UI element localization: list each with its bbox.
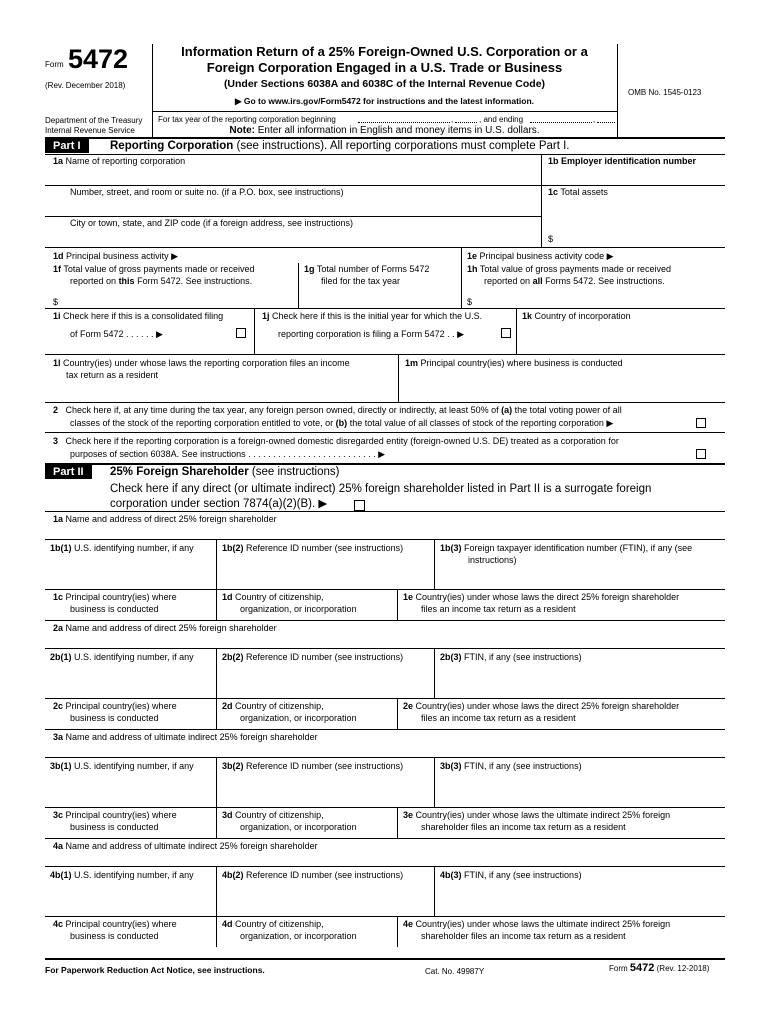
shareholder-2-ftin-label: 2b(3) FTIN, if any (see instructions)	[440, 652, 582, 662]
line-1c-label: 1c Total assets	[548, 187, 608, 197]
paperwork-notice: For Paperwork Reduction Act Notice, see instructions.	[45, 965, 265, 975]
shareholder-4-tax-residence-label-line2: shareholder files an income tax return as a resident	[421, 931, 626, 941]
line-1h-label-line2: reported on all Forms 5472. See instructions.	[484, 276, 665, 286]
line-1m-label: 1m Principal country(ies) where business is conducted	[405, 358, 623, 368]
omb-number: OMB No. 1545-0123	[628, 88, 702, 97]
part-i-title	[110, 140, 570, 153]
shareholder-1-reference-id-label: 1b(2) Reference ID number (see instructions)	[222, 543, 404, 553]
revision-date: (Rev. December 2018)	[45, 81, 126, 90]
shareholder-2-principal-country-label-line2: business is conducted	[70, 713, 159, 723]
part-ii-label: Part II	[45, 465, 92, 479]
principal-business-activity-code-field[interactable]	[642, 249, 725, 261]
department-line2: Internal Revenue Service	[45, 126, 135, 135]
shareholder-3-tax-residence-field[interactable]	[398, 834, 725, 836]
form-subtitle: (Under Sections 6038A and 6038C of the Internal Revenue Code)	[223, 78, 546, 90]
shareholder-4-tax-residence-label: 4e Country(ies) under whose laws the ultimate indirect 25% foreign	[403, 919, 671, 929]
shareholder-1-tax-residence-field[interactable]	[398, 616, 725, 618]
shareholder-2-citizenship-field[interactable]	[217, 725, 396, 727]
shareholder-4-citizenship-label-line2: organization, or incorporation	[240, 931, 357, 941]
tax-year-begin-field[interactable]	[358, 122, 450, 123]
line-1d-label: 1d Principal business activity ▶	[53, 251, 178, 261]
part-i-label: Part I	[45, 139, 89, 153]
shareholder-4-ftin-field[interactable]	[435, 894, 725, 915]
catalog-number: Cat. No. 49987Y	[425, 967, 485, 976]
shareholder-2-us-id-field[interactable]	[46, 665, 215, 697]
shareholder-4-citizenship-label: 4d Country of citizenship,	[222, 919, 324, 929]
shareholder-3-name-address-label: 3a Name and address of ultimate indirect 25% foreign shareholder	[53, 732, 318, 742]
part-ii-title-bold: 25% Foreign Shareholder	[110, 466, 249, 478]
line-1l-label: 1l Country(ies) under whose laws the reporting corporation files an income	[53, 358, 350, 368]
consolidated-filing-checkbox[interactable]	[236, 328, 246, 338]
shareholder-1-principal-country-label-line2: business is conducted	[70, 604, 159, 614]
tax-year-comma: ,	[593, 115, 596, 124]
total-assets-field[interactable]	[556, 218, 725, 247]
line-1a-label: 1a Name of reporting corporation	[53, 156, 186, 166]
part-i-title-rest: (see instructions). All reporting corporations must complete Part I.	[236, 140, 570, 152]
country-of-incorporation-field[interactable]	[518, 324, 725, 353]
shareholder-2-tax-residence-label: 2e Country(ies) under whose laws the direct 25% foreign shareholder	[403, 701, 680, 711]
form-word: Form	[45, 60, 64, 69]
shareholder-3-us-id-label: 3b(1) U.S. identifying number, if any	[50, 761, 194, 771]
shareholder-2-citizenship-label-line2: organization, or incorporation	[240, 713, 357, 723]
note-text: Enter all information in English and money items in U.S. dollars.	[257, 125, 540, 136]
shareholder-3-reference-id-label: 3b(2) Reference ID number (see instructions)	[222, 761, 404, 771]
line-1k-label: 1k Country of incorporation	[522, 311, 631, 321]
total-assets-dollar: $	[548, 234, 554, 244]
shareholder-2-tax-residence-label-line2: files an income tax return as a resident	[421, 713, 576, 723]
shareholder-3-principal-country-field[interactable]	[46, 834, 215, 836]
shareholder-4-reference-id-field[interactable]	[217, 883, 433, 915]
line-1j-label: 1j Check here if this is the initial year for which the U.S.	[262, 311, 483, 321]
tax-year-begin-year-field[interactable]	[455, 122, 477, 123]
initial-year-checkbox[interactable]	[501, 328, 511, 338]
shareholder-1-ftin-label-line2: instructions)	[468, 555, 517, 565]
shareholder-1-name-address-label: 1a Name and address of direct 25% foreign shareholder	[53, 514, 277, 524]
goto-instructions: ▶ Go to www.irs.gov/Form5472 for instructions and the latest information.	[234, 96, 535, 106]
line-1l-label-line2: tax return as a resident	[66, 370, 159, 380]
line-1f-dollar: $	[53, 297, 59, 307]
shareholder-3-reference-id-field[interactable]	[217, 774, 433, 806]
shareholder-1-tax-residence-label-line2: files an income tax return as a resident	[421, 604, 576, 614]
shareholder-2-tax-residence-field[interactable]	[398, 725, 725, 727]
shareholder-3-principal-country-label: 3c Principal country(ies) where	[53, 810, 177, 820]
shareholder-4-principal-country-label-line2: business is conducted	[70, 931, 159, 941]
shareholder-4-name-address-label: 4a Name and address of ultimate indirect 25% foreign shareholder	[53, 841, 318, 851]
reporting-corporation-name-field[interactable]	[46, 168, 540, 185]
shareholder-4-tax-residence-field[interactable]	[398, 943, 725, 945]
line-1f-amount-field[interactable]	[62, 290, 296, 307]
department-line1: Department of the Treasury	[45, 116, 143, 125]
shareholder-1-ftin-label: 1b(3) Foreign taxpayer identification number (FTIN), if any (see	[440, 543, 693, 553]
shareholder-1-us-id-label: 1b(1) U.S. identifying number, if any	[50, 543, 194, 553]
shareholder-2-reference-id-field[interactable]	[217, 665, 433, 697]
shareholder-1-principal-country-label: 1c Principal country(ies) where	[53, 592, 177, 602]
line-3-text-line2: purposes of section 6038A. See instructions . . . . . . . . . . . . . . . . . . . . . . . . . . ▶	[70, 449, 386, 459]
shareholder-2-reference-id-label: 2b(2) Reference ID number (see instructions)	[222, 652, 404, 662]
line-1i-label: 1i Check here if this is a consolidated filing	[53, 311, 224, 321]
line-1g-count-field[interactable]	[300, 290, 460, 307]
shareholder-4-citizenship-field[interactable]	[217, 943, 396, 945]
line-3-text: 3 Check here if the reporting corporation is a foreign-owned domestic disregarded entity (foreign-owned U.S. DE) treated as a corporation for	[53, 436, 619, 446]
line-1g-label-line2: filed for the tax year	[321, 276, 401, 286]
part-i-title-bold: Reporting Corporation	[110, 140, 234, 152]
shareholder-3-citizenship-label-line2: organization, or incorporation	[240, 822, 357, 832]
shareholder-4-principal-country-label: 4c Principal country(ies) where	[53, 919, 177, 929]
shareholder-1-ftin-field[interactable]	[435, 567, 725, 588]
tax-year-end-year-field[interactable]	[597, 122, 615, 123]
shareholder-2-us-id-label: 2b(1) U.S. identifying number, if any	[50, 652, 194, 662]
shareholder-3-principal-country-label-line2: business is conducted	[70, 822, 159, 832]
part-ii-title-rest: (see instructions)	[251, 466, 340, 478]
line-1f-label: 1f Total value of gross payments made or received	[53, 264, 255, 274]
shareholder-3-tax-residence-label: 3e Country(ies) under whose laws the ultimate indirect 25% foreign	[403, 810, 671, 820]
city-state-zip-field[interactable]	[46, 230, 540, 247]
line-1e-label: 1e Principal business activity code ▶	[467, 251, 614, 261]
shareholder-1-citizenship-field[interactable]	[217, 616, 396, 618]
line-1h-label: 1h Total value of gross payments made or received	[467, 264, 671, 274]
shareholder-2-ftin-field[interactable]	[435, 676, 725, 697]
shareholder-1-citizenship-label: 1d Country of citizenship,	[222, 592, 324, 602]
line-2-text-line2: classes of the stock of the reporting corporation entitled to vote, or (b) the total value of all classes of stock of the reporting corporation ▶	[70, 418, 614, 428]
form-title-line1: Information Return of a 25% Foreign-Owned U.S. Corporation or a	[181, 44, 588, 59]
shareholder-4-principal-country-field[interactable]	[46, 943, 215, 945]
foreign-owned-de-checkbox[interactable]	[696, 449, 706, 459]
shareholder-2-citizenship-label: 2d Country of citizenship,	[222, 701, 324, 711]
shareholder-3-citizenship-label: 3d Country of citizenship,	[222, 810, 324, 820]
line-1i-label-line2: of Form 5472 . . . . . . ▶	[70, 329, 163, 339]
shareholder-1-tax-residence-label: 1e Country(ies) under whose laws the direct 25% foreign shareholder	[403, 592, 680, 602]
shareholder-3-citizenship-field[interactable]	[217, 834, 396, 836]
surrogate-check-text-line2: corporation under section 7874(a)(2)(B). ▶	[110, 498, 328, 510]
shareholder-1-principal-country-field[interactable]	[46, 616, 215, 618]
shareholder-3-ftin-field[interactable]	[435, 785, 725, 806]
part-ii-title	[110, 466, 339, 479]
footer-form-id: Form 5472 (Rev. 12-2018)	[609, 962, 710, 974]
line-1h-dollar: $	[467, 297, 473, 307]
street-address-field[interactable]	[46, 199, 540, 216]
note-line	[152, 125, 617, 137]
shareholder-1-reference-id-field[interactable]	[217, 556, 433, 588]
tax-year-end-field[interactable]	[530, 122, 592, 123]
ein-field[interactable]	[542, 168, 725, 185]
shareholder-2-principal-country-field[interactable]	[46, 725, 215, 727]
foreign-person-50pct-checkbox[interactable]	[696, 418, 706, 428]
form-number: 5472	[68, 44, 129, 74]
tax-year-beginning-label: For tax year of the reporting corporation beginning	[158, 115, 336, 124]
surrogate-foreign-corporation-checkbox[interactable]	[354, 500, 365, 511]
principal-business-activity-field[interactable]	[190, 249, 460, 261]
shareholder-1-us-id-field[interactable]	[46, 556, 215, 588]
surrogate-check-text: Check here if any direct (or ultimate indirect) 25% foreign shareholder listed in Part II is a surrogate foreign	[110, 483, 652, 495]
line-1g-label: 1g Total number of Forms 5472	[304, 264, 430, 274]
shareholder-3-us-id-field[interactable]	[46, 774, 215, 806]
shareholder-4-us-id-field[interactable]	[46, 883, 215, 915]
street-address-label: Number, street, and room or suite no. (if a P.O. box, see instructions)	[70, 187, 344, 197]
shareholder-4-us-id-label: 4b(1) U.S. identifying number, if any	[50, 870, 194, 880]
shareholder-4-reference-id-label: 4b(2) Reference ID number (see instructions)	[222, 870, 404, 880]
tax-year-comma: ,	[451, 115, 454, 124]
shareholder-2-name-address-label: 2a Name and address of direct 25% foreign shareholder	[53, 623, 277, 633]
country-tax-resident-field[interactable]	[46, 383, 397, 401]
principal-country-business-field[interactable]	[400, 371, 725, 401]
city-state-zip-label: City or town, state, and ZIP code (if a foreign address, see instructions)	[70, 218, 353, 228]
shareholder-1-citizenship-label-line2: organization, or incorporation	[240, 604, 357, 614]
line-1h-amount-field[interactable]	[476, 290, 725, 307]
shareholder-4-ftin-label: 4b(3) FTIN, if any (see instructions)	[440, 870, 582, 880]
note-label: Note:	[229, 125, 255, 136]
line-2-text: 2 Check here if, at any time during the tax year, any foreign person owned, directly or indirectly, at least 50% of (a) the total voting power of all	[53, 405, 622, 415]
line-1f-label-line2: reported on this Form 5472. See instructions.	[70, 276, 253, 286]
line-1b-label: 1b Employer identification number	[548, 156, 697, 166]
form-title-line2: Foreign Corporation Engaged in a U.S. Trade or Business	[206, 60, 563, 75]
shareholder-3-tax-residence-label-line2: shareholder files an income tax return as a resident	[421, 822, 626, 832]
shareholder-3-ftin-label: 3b(3) FTIN, if any (see instructions)	[440, 761, 582, 771]
line-1j-label-line2: reporting corporation is filing a Form 5472 . . ▶	[278, 329, 465, 339]
tax-year-ending-label: , and ending	[479, 115, 524, 124]
shareholder-2-principal-country-label: 2c Principal country(ies) where	[53, 701, 177, 711]
